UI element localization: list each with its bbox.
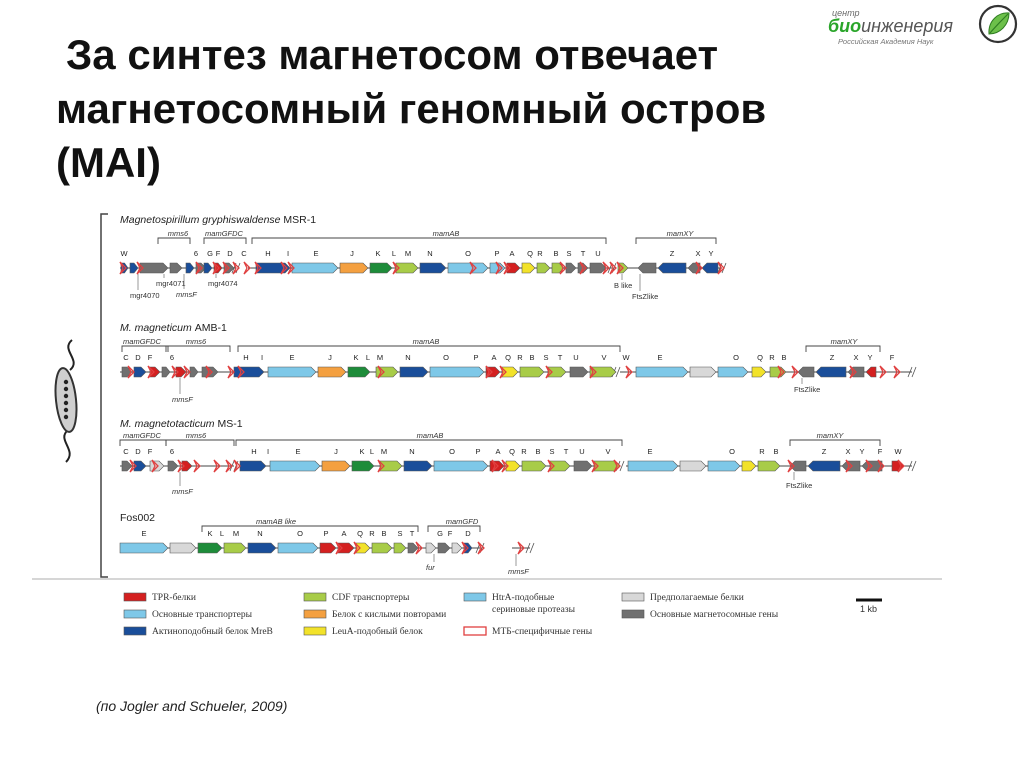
gene-letter: V [601, 353, 607, 362]
gene-letter: E [289, 353, 295, 362]
gene-arrow [270, 461, 320, 471]
gene-annotation: fur [426, 563, 435, 572]
gene-cluster-label: mamAB like [255, 517, 297, 526]
gene-letter: T [557, 353, 563, 362]
gene-letter: N [405, 353, 411, 362]
gene-arrow [548, 367, 566, 377]
gene-annotation: mmsF [176, 290, 197, 299]
gene-letter: Q [357, 529, 363, 538]
gene-arrow [400, 367, 428, 377]
gene-letter: O [465, 249, 471, 258]
gene-letter: O [297, 529, 303, 538]
gene-letter: F [447, 529, 453, 538]
gene-arrow [566, 263, 576, 273]
gene-cluster-label: mms6 [185, 431, 207, 440]
gene-cluster-bracket [238, 346, 620, 352]
title-line-1: За синтез магнетосом отвечает [66, 31, 719, 78]
gene-annotation: mgr4074 [208, 279, 238, 288]
gene-cluster-label: mamAB [412, 337, 440, 346]
gene-letter: U [595, 249, 601, 258]
gene-arrow [708, 461, 740, 471]
gene-letter: E [657, 353, 663, 362]
gene-letter: B [535, 447, 541, 456]
gene-letter: I [260, 353, 264, 362]
gene-cluster-label: mamXY [816, 431, 844, 440]
gene-letter: C [123, 447, 129, 456]
gene-letter: C [123, 353, 129, 362]
gene-annotation: FtsZlike [632, 292, 659, 301]
genome-track [120, 512, 534, 576]
gene-letter: T [409, 529, 415, 538]
gene-letter: S [397, 529, 403, 538]
gene-arrow [426, 543, 436, 553]
legend-label: Основные транспортеры [152, 610, 252, 620]
gene-letter: Q [509, 447, 515, 456]
gene-arrow [292, 263, 338, 273]
gene-letter: Y [859, 447, 865, 456]
gene-cluster-label: mamXY [830, 337, 858, 346]
logo-main-rest: инженерия [861, 16, 954, 36]
gene-arrow [452, 543, 462, 553]
gene-letter: R [521, 447, 527, 456]
gene-arrow [268, 367, 316, 377]
gene-letter: X [845, 447, 851, 456]
gene-annotation: B like [614, 281, 633, 290]
gene-arrow [752, 367, 766, 377]
gene-arrow [170, 263, 182, 273]
gene-arrow [790, 461, 806, 471]
gene-annotation: FtsZlike [794, 385, 821, 394]
gene-letter: K [359, 447, 365, 456]
gene-letter: M [404, 249, 412, 258]
gene-letter: 6 [193, 249, 199, 258]
legend [124, 592, 779, 637]
legend-label: TPR-белки [152, 593, 196, 603]
gene-arrow [134, 367, 146, 377]
gene-cluster-bracket [166, 440, 234, 446]
logo-small-text: центр [832, 8, 860, 18]
gene-arrow [122, 461, 132, 471]
gene-letter: F [215, 249, 221, 258]
gene-annotation: mgr4070 [130, 291, 160, 300]
gene-letter: A [495, 447, 501, 456]
gene-letter: N [409, 447, 415, 456]
gene-arrow [550, 461, 570, 471]
gene-letter: Q [527, 249, 533, 258]
gene-letter: K [375, 249, 381, 258]
gene-arrow [522, 461, 546, 471]
gene-letter: A [509, 249, 515, 258]
title-line-3: (MAI) [56, 139, 161, 186]
gene-arrow [248, 543, 276, 553]
gene-arrow [224, 543, 246, 553]
gene-arrow [438, 543, 450, 553]
gene-cluster-bracket [236, 440, 622, 446]
title-line-2: магнетосомный геномный остров [56, 85, 767, 132]
species-name-italic: M. magnetotacticum [120, 418, 218, 430]
gene-arrow [190, 367, 198, 377]
gene-letter: P [323, 529, 329, 538]
gene-letter: R [759, 447, 765, 456]
genome-track [120, 214, 726, 301]
legend-label: HtrA-подобные [492, 593, 555, 603]
gene-arrow [816, 367, 846, 377]
gene-arrow [420, 263, 446, 273]
gene-letter: J [328, 353, 332, 362]
gene-arrow [507, 263, 520, 273]
mtb-gene-mark [234, 460, 240, 472]
legend-label-line2: сериновые протеазы [492, 605, 575, 615]
gene-letter: Z [829, 353, 835, 362]
legend-swatch [464, 593, 486, 601]
gene-letter: R [769, 353, 775, 362]
legend-label: МТБ-специфичные гены [492, 627, 593, 637]
citation: (по Jogler and Schueler, 2009) [96, 698, 288, 714]
strain-name: AMB-1 [194, 322, 227, 334]
gene-letter: P [473, 353, 479, 362]
gene-letter: V [605, 447, 611, 456]
gene-letter: Y [708, 249, 714, 258]
gene-letter: G [437, 529, 443, 538]
gene-letter: D [135, 353, 141, 362]
gene-arrow [202, 367, 218, 377]
gene-letter: I [286, 249, 290, 258]
gene-cluster-bracket [158, 238, 190, 244]
gene-letter: F [147, 447, 153, 456]
gene-arrow [240, 461, 266, 471]
gene-letter: K [353, 353, 359, 362]
gene-letter: B [381, 529, 387, 538]
gene-letter: M [376, 353, 384, 362]
gene-arrow [130, 263, 138, 273]
species-name [120, 512, 155, 524]
gene-arrow [434, 461, 488, 471]
gene-annotation: mgr4071 [156, 279, 186, 288]
gene-letter: B [553, 249, 559, 258]
gene-letter: M [232, 529, 240, 538]
gene-arrow [140, 263, 168, 273]
gene-letter: L [369, 447, 375, 456]
gene-letter: B [781, 353, 787, 362]
gene-cluster-label: mms6 [167, 229, 189, 238]
gene-arrow [352, 461, 374, 471]
gene-letter: F [147, 353, 153, 362]
gene-arrow [394, 543, 406, 553]
gene-cluster-bracket [806, 346, 880, 352]
gene-letter: X [695, 249, 701, 258]
gene-cluster-label: mamAB [416, 431, 444, 440]
logo-subtitle: Российская Академия Наук [838, 37, 934, 46]
gene-arrow [168, 461, 178, 471]
gene-letter: Z [669, 249, 675, 258]
bacterium-icon [53, 340, 80, 462]
leaf-icon [978, 4, 1018, 44]
gene-letter: 6 [169, 353, 175, 362]
logo-main-text [828, 16, 953, 37]
gene-cluster-bracket [636, 238, 716, 244]
gene-cluster-label: mamGFDC [123, 337, 161, 346]
gene-arrow [198, 543, 222, 553]
gene-arrow [520, 367, 544, 377]
gene-letter: U [573, 353, 579, 362]
species-name [120, 322, 227, 334]
gene-letter: H [265, 249, 271, 258]
gene-letter: D [465, 529, 471, 538]
gene-letter: W [120, 249, 128, 258]
gene-cluster-label: mamGFD [445, 517, 479, 526]
gene-cluster-bracket [790, 440, 880, 446]
genome-track [120, 418, 916, 496]
species-name [120, 418, 243, 430]
gene-letter: H [243, 353, 249, 362]
gene-letter: J [334, 447, 338, 456]
legend-swatch [124, 593, 146, 601]
gene-arrow [320, 543, 336, 553]
gene-cluster-bracket [428, 526, 480, 532]
legend-label: Белок с кислыми повторами [332, 610, 447, 620]
legend-swatch [124, 610, 146, 618]
gene-arrow [170, 543, 196, 553]
gene-annotation: FtsZlike [786, 481, 813, 490]
gene-cluster-label: mamAB [432, 229, 460, 238]
gene-letter: L [219, 529, 225, 538]
gene-letter: R [537, 249, 543, 258]
gene-cluster-bracket [122, 346, 168, 352]
gene-letter: D [227, 249, 233, 258]
gene-arrow [892, 461, 904, 471]
gene-letter: O [729, 447, 735, 456]
gene-letter: E [313, 249, 319, 258]
gene-arrow [490, 461, 504, 471]
legend-swatch [464, 627, 486, 635]
species-name-italic: M. magneticum [120, 322, 195, 334]
gene-letter: P [494, 249, 500, 258]
gene-cluster-bracket [120, 440, 166, 446]
gene-arrow [702, 263, 718, 273]
genome-tracks [120, 214, 916, 576]
legend-label: Предполагаемые белки [650, 593, 744, 603]
legend-swatch [304, 627, 326, 635]
gene-letter: O [449, 447, 455, 456]
gene-letter: O [733, 353, 739, 362]
gene-arrow [658, 263, 686, 273]
gene-letter: W [894, 447, 902, 456]
legend-label: LeuA-подобный белок [332, 627, 423, 637]
gene-letter: S [543, 353, 549, 362]
legend-label: Актиноподобный белок MreB [152, 627, 273, 637]
gene-arrow [348, 367, 370, 377]
gene-arrow [186, 263, 194, 273]
gene-letter: J [350, 249, 354, 258]
gene-arrow [742, 461, 756, 471]
gene-letter: T [563, 447, 569, 456]
gene-letter: R [517, 353, 523, 362]
gene-letter: A [341, 529, 347, 538]
gene-cluster-label: mamXY [666, 229, 694, 238]
gene-arrow [318, 367, 346, 377]
species-name-italic: Magnetospirillum gryphiswaldense [120, 214, 284, 226]
gene-arrow [322, 461, 350, 471]
gene-letter: G [207, 249, 213, 258]
gene-cluster-label: mms6 [185, 337, 207, 346]
gene-arrow [638, 263, 656, 273]
gene-letter: D [135, 447, 141, 456]
gene-letter: Q [757, 353, 763, 362]
gene-letter: Z [821, 447, 827, 456]
gene-letter: F [877, 447, 883, 456]
gene-letter: N [427, 249, 433, 258]
gene-arrow [798, 367, 814, 377]
gene-letter: C [241, 249, 247, 258]
gene-cluster-bracket [166, 346, 230, 352]
gene-letter: T [580, 249, 586, 258]
gene-letter: O [443, 353, 449, 362]
gene-letter: L [365, 353, 371, 362]
gene-arrow [628, 461, 678, 471]
gene-letter: E [295, 447, 301, 456]
gene-arrow [690, 367, 716, 377]
gene-letter: P [475, 447, 481, 456]
gene-arrow [372, 543, 392, 553]
gene-arrow [408, 543, 418, 553]
gene-letter: U [579, 447, 585, 456]
gene-arrow [162, 367, 170, 377]
gene-letter: M [380, 447, 388, 456]
gene-cluster-bracket [204, 238, 246, 244]
gene-arrow [340, 263, 368, 273]
gene-cluster-label: mamGFDC [123, 431, 161, 440]
gene-arrow [430, 367, 484, 377]
gene-letter: B [529, 353, 535, 362]
gene-letter: E [141, 529, 147, 538]
gene-letter: B [773, 447, 779, 456]
gene-letter: I [266, 447, 270, 456]
gene-letter: S [549, 447, 555, 456]
gene-arrow [278, 543, 318, 553]
gene-letter: N [257, 529, 263, 538]
legend-swatch [304, 593, 326, 601]
gene-letter: E [647, 447, 653, 456]
species-name [120, 214, 316, 226]
bioengineering-logo [826, 0, 1024, 60]
gene-arrow [120, 543, 168, 553]
scale-bar [856, 600, 882, 614]
gene-letter: A [491, 353, 497, 362]
gene-letter: R [369, 529, 375, 538]
gene-arrow [718, 367, 748, 377]
gene-annotation: mmsF [172, 395, 193, 404]
gene-arrow [574, 461, 592, 471]
gene-arrow [680, 461, 706, 471]
gene-arrow [338, 543, 354, 553]
legend-swatch [304, 610, 326, 618]
gene-arrow [636, 367, 688, 377]
legend-label: CDF транспортеры [332, 593, 410, 603]
gene-arrow [808, 461, 840, 471]
gene-arrow [590, 367, 616, 377]
figure-bracket [101, 214, 108, 577]
gene-arrow [356, 543, 370, 553]
legend-swatch [622, 610, 644, 618]
gene-arrow [370, 263, 392, 273]
gene-letter: Q [505, 353, 511, 362]
gene-arrow [448, 263, 488, 273]
legend-swatch [622, 593, 644, 601]
gene-arrow [404, 461, 432, 471]
slide-title [56, 28, 856, 190]
gene-letter: X [853, 353, 859, 362]
gene-cluster-bracket [252, 238, 606, 244]
gene-arrow [537, 263, 550, 273]
gene-arrow [842, 461, 860, 471]
gene-letter: S [566, 249, 572, 258]
scale-label: 1 kb [860, 604, 878, 614]
gene-annotation: mmsF [508, 567, 529, 576]
gene-letter: L [391, 249, 397, 258]
gene-letter: W [622, 353, 630, 362]
gene-letter: Y [867, 353, 873, 362]
gene-arrow [866, 367, 876, 377]
gene-letter: H [251, 447, 257, 456]
gene-cluster-label: mamGFDC [205, 229, 243, 238]
legend-swatch [124, 627, 146, 635]
gene-letter: 6 [169, 447, 175, 456]
legend-label: Основные магнетосомные гены [650, 610, 779, 620]
gene-arrow [570, 367, 588, 377]
genome-track [120, 322, 916, 404]
gene-letter: K [207, 529, 213, 538]
gene-annotation: mmsF [172, 487, 193, 496]
gene-arrow [150, 461, 164, 471]
gene-arrow [204, 263, 212, 273]
mtb-gene-mark [244, 262, 250, 274]
strain-name: MS-1 [217, 418, 243, 430]
gene-arrow [522, 263, 535, 273]
strain-name: Fos002 [120, 512, 156, 524]
strain-name: MSR-1 [283, 214, 317, 226]
gene-arrow [758, 461, 780, 471]
gene-arrow [502, 367, 518, 377]
logo-main-green: био [828, 16, 862, 36]
gene-arrow [234, 367, 264, 377]
gene-letter: F [889, 353, 895, 362]
